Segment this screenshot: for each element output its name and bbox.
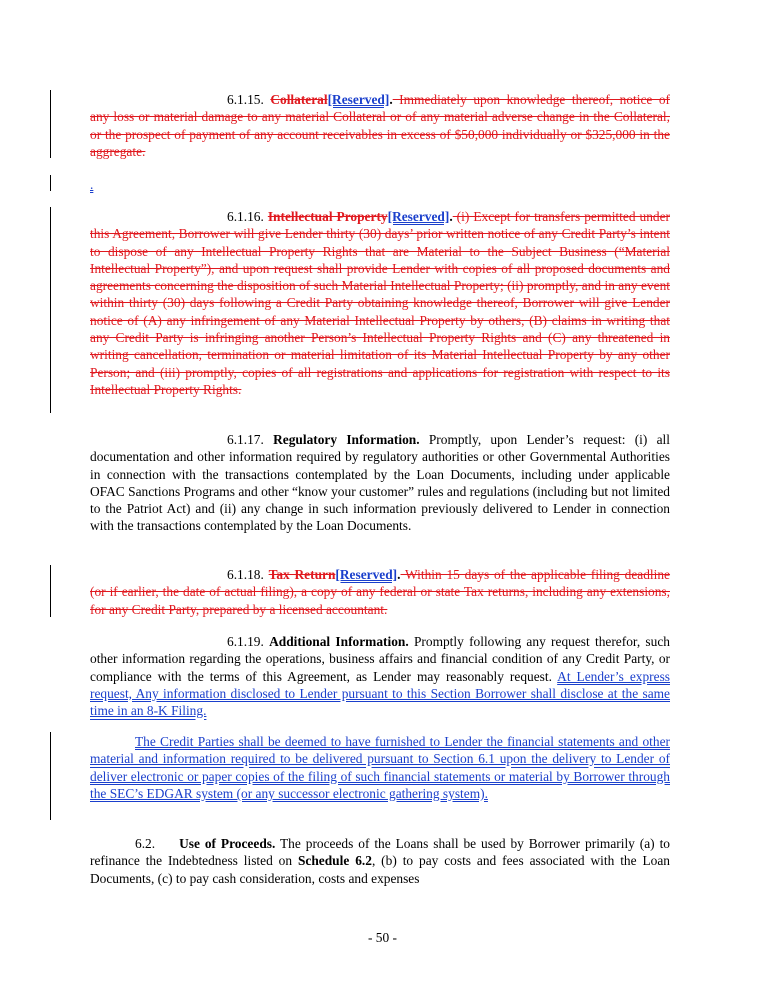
section-number: 6.1.18. [227, 567, 264, 582]
section-title: Use of Proceeds. [179, 836, 276, 851]
inserted-text: The Credit Parties shall be deemed to have furnished to Lender the financial statements and other material and information required to be delivered pursuant to Section 6.1 upon the delivery to Lender of deliver electronic or paper copies of the filing of such financial statements or material by Borrower through the SEC’s EDGAR system (or any successor electronic gathering system). [90, 734, 670, 801]
inserted-paragraph [90, 733, 670, 802]
section-body: Promptly, upon Lender’s request: (i) all documentation and other information required by regulatory authorities or other Governmental Authorities in connection with the transactions contemplated by the Loan Documents, including under applicable OFAC Sanctions Programs and other “know your customer” rules and regulations (including but not limited to the Patriot Act) and (ii) any change in such information previously delivered to Lender in connection with the transactions contemplated by the Loan Documents. [90, 432, 670, 534]
deleted-body: (i) Except for transfers permitted under this Agreement, Borrower will give Lender thirty (30) days’ prior written notice of any Credit Party’s intent to dispose of any Intellectual Property Rights that are Material to the Subject Business (“Material Intellectual Property”), and upon request shall provide Lender with copies of all proposed documents and agreements concerning the disposition of such Material Intellectual Property; (ii) promptly, and in any event within thirty (30) days following a Credit Party obtaining knowledge thereof, Borrower will give Lender notice of (A) any infringement of any Material Intellectual Property by others, (B) claims in writing that any Credit Party is infringing another Person’s Intellectual Property Rights and (C) any threatened in writing cancellation, termination or material limitation of its Material Intellectual Property by any other Person; and (iii) promptly, copies of all registrations and applications for registration with respect to its Intellectual Property Rights. [90, 209, 670, 397]
section-number: 6.1.19. [227, 634, 264, 649]
section-number: 6.1.15. [227, 92, 264, 107]
change-bar [50, 565, 51, 617]
section-body: Promptly following any request therefor, such other information regarding the operations, business affairs and financial condition of any Credit Party, or compliance with the terms of this Agreement, as Lender may reasonably request. [90, 634, 670, 684]
section-6-1-18 [90, 566, 670, 618]
inserted-title: [Reserved] [387, 209, 450, 224]
section-6-2 [90, 835, 670, 887]
section-6-1-15 [90, 91, 670, 160]
section-6-1-16 [90, 208, 670, 398]
deleted-body: Immediately upon knowledge thereof, notice of any loss or material damage to any material Collateral or of any material adverse change in the Collateral, or the prospect of payment of any account receivables in excess of $50,000 individually or $325,000 in the aggregate. [90, 92, 670, 159]
section-title: Additional Information. [269, 634, 409, 649]
deleted-title: Collateral [270, 92, 328, 107]
title-period: . [389, 92, 393, 107]
section-number: 6.2. [135, 836, 156, 851]
section-number: 6.1.16. [227, 209, 264, 224]
title-period: . [449, 209, 453, 224]
inserted-text: At Lender’s express request, Any information disclosed to Lender pursuant to this Section Borrower shall disclose at the same time in an 8-K Filing. [90, 668, 670, 719]
change-bar [50, 207, 51, 413]
section-6-1-17 [90, 431, 670, 535]
deleted-title: Tax Return [268, 567, 336, 582]
section-number: 6.1.17. [227, 432, 264, 447]
section-6-1-19 [90, 633, 670, 719]
deleted-title: Intellectual Property [267, 209, 388, 224]
title-period: . [397, 567, 401, 582]
change-bar [50, 90, 51, 158]
change-bar [50, 175, 51, 191]
inserted-title: [Reserved] [335, 567, 398, 582]
schedule-reference: Schedule 6.2 [297, 853, 372, 869]
inserted-mark: . [90, 177, 94, 192]
inserted-title: [Reserved] [327, 92, 390, 107]
page-number: - 50 - [367, 930, 397, 945]
section-body-continued: , (b) to pay costs and fees associated with the Loan Documents, (c) to pay cash consideration, costs and expenses [90, 853, 670, 886]
change-bar [50, 732, 51, 820]
section-title: Regulatory Information. [273, 432, 420, 447]
section-body: The proceeds of the Loans shall be used by Borrower primarily (a) to refinance the Indebtedness listed on [90, 836, 670, 869]
deleted-body: Within 15 days of the applicable filing deadline (or if earlier, the date of actual filing), a copy of any federal or state Tax returns, including any extensions, for any Credit Party, prepared by a licensed accountant. [90, 567, 671, 617]
